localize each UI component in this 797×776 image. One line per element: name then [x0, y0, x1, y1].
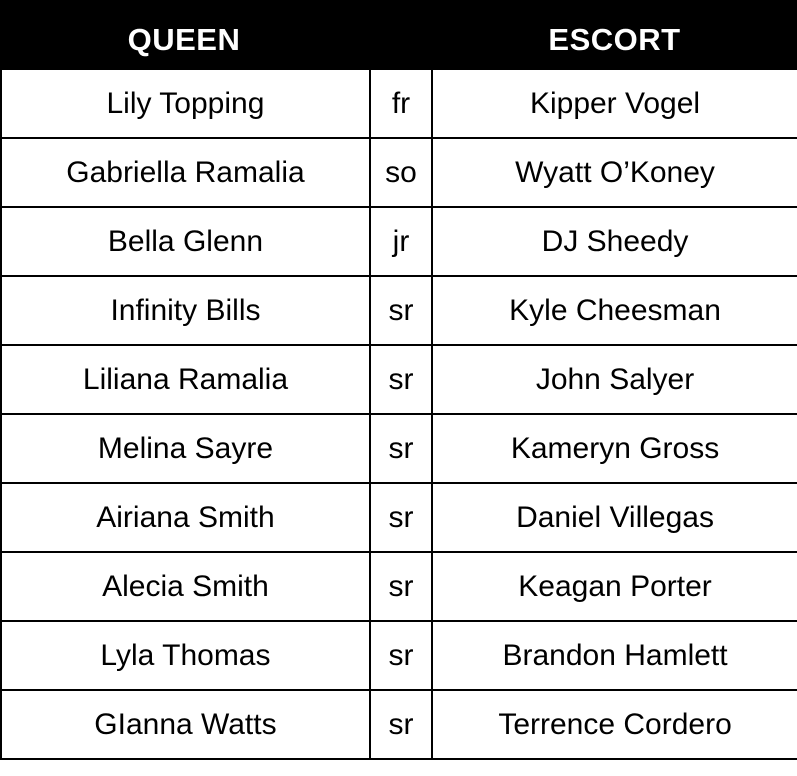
table-header — [0, 0, 797, 70]
queen-name: Liliana Ramalia — [1, 345, 370, 414]
class-year: so — [370, 138, 432, 207]
class-year: sr — [370, 414, 432, 483]
queen-name: Infinity Bills — [1, 276, 370, 345]
escort-name: John Salyer — [432, 345, 797, 414]
class-year: sr — [370, 552, 432, 621]
class-year: sr — [370, 276, 432, 345]
queen-name: Bella Glenn — [1, 207, 370, 276]
escort-name: Terrence Cordero — [432, 690, 797, 759]
roster-table — [0, 68, 797, 760]
table-row — [1, 69, 797, 138]
escort-name: Kameryn Gross — [432, 414, 797, 483]
queen-name: Melina Sayre — [1, 414, 370, 483]
escort-name: Kipper Vogel — [432, 69, 797, 138]
table-row — [1, 621, 797, 690]
table-row — [1, 414, 797, 483]
escort-name: Daniel Villegas — [432, 483, 797, 552]
queen-name: Airiana Smith — [1, 483, 370, 552]
table-row — [1, 483, 797, 552]
queen-name: Lyla Thomas — [1, 621, 370, 690]
escort-name: DJ Sheedy — [432, 207, 797, 276]
class-year: sr — [370, 345, 432, 414]
class-year: sr — [370, 690, 432, 759]
queen-name: Alecia Smith — [1, 552, 370, 621]
class-year: jr — [370, 207, 432, 276]
queen-name: Gabriella Ramalia — [1, 138, 370, 207]
queen-name: Lily Topping — [1, 69, 370, 138]
escort-name: Brandon Hamlett — [432, 621, 797, 690]
table-row — [1, 345, 797, 414]
queen-name: GIanna Watts — [1, 690, 370, 759]
table-row — [1, 690, 797, 759]
table-row — [1, 552, 797, 621]
table-row — [1, 138, 797, 207]
class-year: sr — [370, 483, 432, 552]
escort-column-header: ESCORT — [548, 22, 681, 57]
escort-name: Wyatt O’Koney — [432, 138, 797, 207]
escort-name: Keagan Porter — [432, 552, 797, 621]
queen-column-header: QUEEN — [127, 22, 241, 57]
escort-name: Kyle Cheesman — [432, 276, 797, 345]
class-year: sr — [370, 621, 432, 690]
class-year: fr — [370, 69, 432, 138]
table-row — [1, 207, 797, 276]
table-row — [1, 276, 797, 345]
